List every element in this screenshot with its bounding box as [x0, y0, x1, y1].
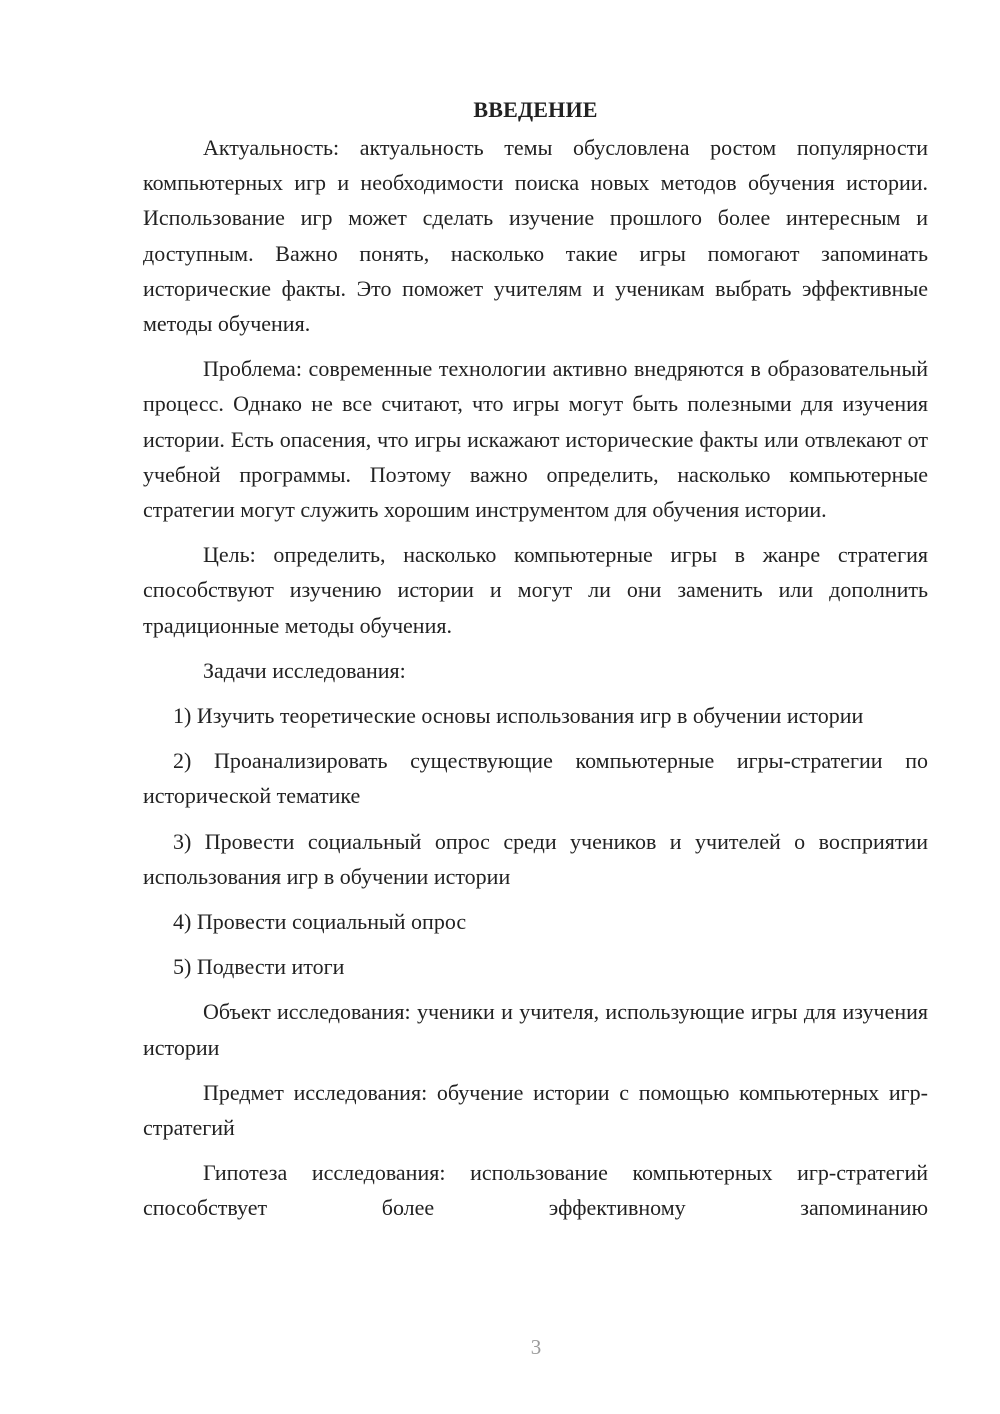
problem-paragraph: Проблема: современные технологии активно внедряются в образовательный процесс. Однако не все считают, что игры могут быть полезными для изучения истории. Есть опасения, что игры искажают исторические факты или отвлекают от учебной программы. Поэтому важно определить, насколько компьютерные стратегии могут служить хорошим инструментом для обучения истории. [143, 356, 928, 523]
page-content [143, 92, 928, 1236]
task-item-2: 2) Проанализировать существующие компьютерные игры-стратегии по исторической тематике [143, 748, 928, 809]
hypothesis-paragraph: Гипотеза исследования: использование компьютерных игр-стратегий способствует более эффективному запоминанию [143, 1160, 928, 1221]
subject-paragraph: Предмет исследования: обучение истории с помощью компьютерных игр-стратегий [143, 1079, 928, 1141]
task-item-1: 1) Изучить теоретические основы использования игр в обучении истории [173, 703, 864, 729]
task-item-5: 5) Подвести итоги [173, 954, 345, 980]
page-title: ВВЕДЕНИЕ [473, 97, 598, 122]
page-number: 3 [530, 1335, 542, 1359]
relevance-paragraph: Актуальность: актуальность темы обусловлена ростом популярности компьютерных игр и необходимости поиска новых методов обучения истории. Использование игр может сделать изучение прошлого более интересным и доступным. Важно понять, насколько такие игры помогают запоминать исторические факты. Это поможет учителям и ученикам выбрать эффективные методы обучения. [143, 135, 928, 337]
object-paragraph: Объект исследования: ученики и учителя, использующие игры для изучения истории [143, 999, 928, 1060]
goal-paragraph: Цель: определить, насколько компьютерные игры в жанре стратегия способствуют изучению истории и могут ли они заменить или дополнить традиционные методы обучения. [143, 542, 928, 638]
tasks-title: Задачи исследования: [203, 657, 406, 683]
task-item-3: 3) Провести социальный опрос среди учеников и учителей о восприятии использования игр в обучении истории [143, 828, 928, 889]
task-item-4: 4) Провести социальный опрос [173, 909, 467, 935]
